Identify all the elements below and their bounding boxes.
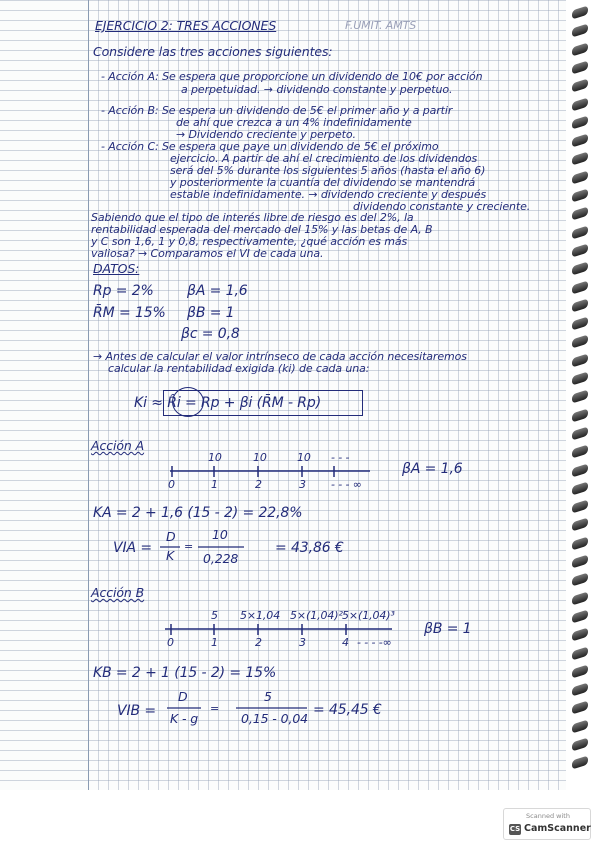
accion-b-axis-3: 3 [299, 636, 306, 649]
accion-b-line-2: de ahí que crezca a un 4% indefinidamente [176, 116, 412, 129]
accion-b-beta: βB = 1 [424, 621, 472, 637]
accion-a-vi-lhs: VIA = [113, 540, 152, 556]
accion-b-div-2: 5×1,04 [240, 609, 281, 622]
accion-b-axis-4: 4 [342, 636, 349, 649]
accion-a-beta: βA = 1,6 [402, 461, 463, 477]
accion-b-d: D [178, 689, 188, 704]
accion-a-den: 0,228 [203, 551, 239, 566]
accion-c-line-3: será del 5% durante los siguientes 5 años (hasta el año 6) [170, 164, 486, 177]
accion-b-line-1: - Acción B: Se espera un dividendo de 5€ el primer año y a partir [101, 104, 453, 117]
question-line-1: Sabiendo que el tipo de interés libre de riesgo es del 2%, la [91, 211, 414, 224]
accion-a-k-den: K [166, 548, 175, 563]
accion-a-d: D [166, 529, 176, 544]
datos-rm: R̄M = 15% [93, 305, 166, 321]
camscanner-badge [503, 808, 591, 840]
accion-a-div-1: 10 [208, 451, 222, 464]
accion-a-axis-1: 1 [211, 478, 218, 491]
accion-a-result: = 43,86 € [275, 540, 344, 556]
accion-b-equals: = [210, 702, 220, 715]
accion-c-line-6: dividendo constante y creciente. [353, 200, 531, 213]
accion-a-div-dots: - - - [331, 451, 350, 464]
question-line-3: y C son 1,6, 1 y 0,8, respectivamente, ¿qué acción es más [91, 235, 408, 248]
datos-beta-c: βc = 0,8 [181, 326, 240, 342]
accion-a-div-3: 10 [297, 451, 311, 464]
accion-b-axis-1: 1 [211, 636, 218, 649]
accion-b-vi-lhs: VIB = [117, 703, 156, 719]
datos-beta-a: βA = 1,6 [187, 283, 248, 299]
intro-text: Considere las tres acciones siguientes: [93, 44, 333, 59]
accion-a-axis-2: 2 [255, 478, 262, 491]
datos-label: DATOS: [93, 261, 140, 276]
accion-b-result: = 45,45 € [313, 702, 382, 718]
accion-b-div-3: 5×(1,04)² [290, 609, 343, 622]
accion-c-line-1: - Acción C: Se espera que paye un dividendo de 5€ el próximo [101, 140, 439, 153]
accion-a-axis-inf: - - - ∞ [331, 478, 362, 491]
datos-rp: Rp = 2% [93, 283, 154, 299]
camscanner-brand: CamScanner [524, 823, 591, 834]
exercise-title: EJERCICIO 2: TRES ACCIONES [95, 18, 277, 33]
capm-formula: Ki ≈ R̂i = Rp + βi (R̄M - Rp) [134, 395, 322, 411]
question-line-2: rentabilidad esperada del mercado del 15% y las betas de A, B [91, 223, 433, 236]
datos-beta-b: βB = 1 [187, 305, 235, 321]
accion-b-kg-den: K - g [170, 711, 199, 726]
accion-c-line-2: ejercicio. A partir de ahí el crecimiento de los dividendos [170, 152, 478, 165]
note-line-1: → Antes de calcular el valor intrínseco de cada acción necesitaremos [93, 350, 467, 363]
camscanner-logo-icon: CS [509, 825, 521, 833]
accion-b-axis-2: 2 [255, 636, 262, 649]
scanned-with-text: Scanned with [526, 812, 570, 820]
accion-b-den: 0,15 - 0,04 [241, 711, 309, 726]
accion-a-axis-0: 0 [168, 478, 175, 491]
accion-a-axis-3: 3 [299, 478, 306, 491]
question-line-4: valiosa? → Comparamos el VI de cada una. [91, 247, 324, 260]
accion-c-line-5: estable indefinidamente. → dividendo creciente y después [170, 188, 487, 201]
accion-b-axis-inf: - - - -∞ [357, 636, 392, 649]
accion-a-num: 10 [212, 527, 228, 542]
note-line-2: calcular la rentabilidad exigida (ki) de cada una: [108, 362, 370, 375]
accion-b-div-1: 5 [211, 609, 218, 622]
accion-c-line-4: y posteriormente la cuantía del dividendo se mantendrá [170, 176, 476, 189]
accion-b-line-3: → Dividendo creciente y perpeto. [176, 128, 356, 141]
accion-b-k: KB = 2 + 1 (15 - 2) = 15% [93, 665, 277, 681]
accion-a-equals: = [184, 540, 194, 553]
accion-a-title: Acción A [91, 438, 145, 453]
accion-a-k: KA = 2 + 1,6 (15 - 2) = 22,8% [93, 505, 303, 521]
accion-a-div-2: 10 [253, 451, 267, 464]
accion-b-div-4: 5×(1,04)³ [342, 609, 395, 622]
accion-b-title: Acción B [91, 585, 145, 600]
accion-a-line-1: - Acción A: Se espera que proporcione un dividendo de 10€ por acción [101, 70, 483, 83]
header-scribble: F.UMIT. AMTS [345, 19, 417, 32]
accion-b-num: 5 [264, 689, 272, 704]
accion-b-axis-0: 0 [167, 636, 174, 649]
accion-a-line-2: a perpetuidad. → dividendo constante y perpetuo. [181, 83, 453, 96]
